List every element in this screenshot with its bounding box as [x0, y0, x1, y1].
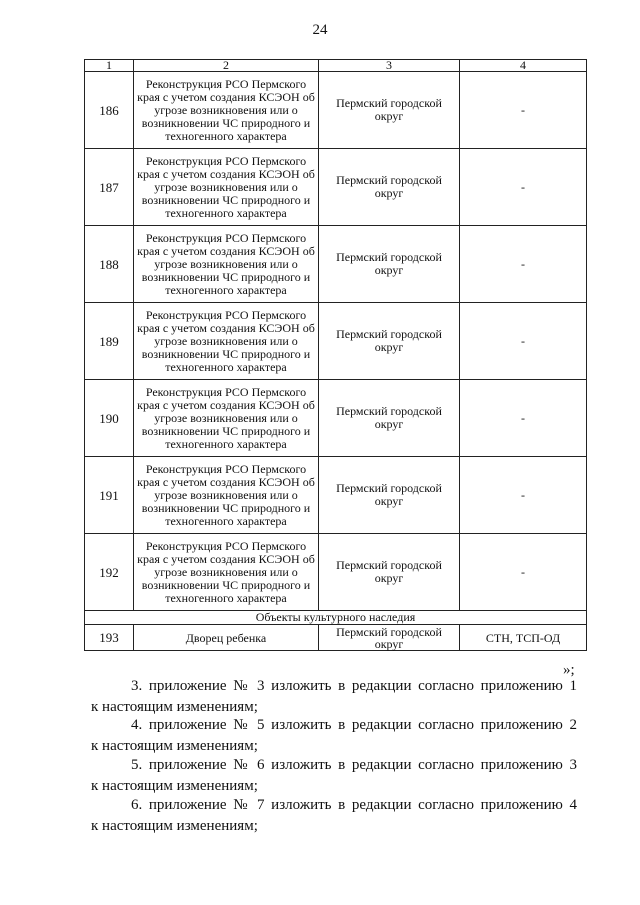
page-number: 24: [312, 22, 328, 38]
objects-table: [84, 59, 587, 651]
table-row: [85, 534, 587, 611]
object-note: -: [460, 226, 587, 303]
object-location: Пермский городской округ: [319, 303, 460, 380]
paragraph-line: к настоящим изменениям;: [91, 738, 258, 754]
object-note: -: [460, 534, 587, 611]
object-note: СТН, ТСП-ОД: [460, 625, 587, 651]
object-note: -: [460, 303, 587, 380]
row-number: 186: [85, 72, 134, 149]
row-number: 193: [85, 625, 134, 651]
object-name: Реконструкция РСО Пермского края с учетом создания КСЭОН об угрозе возникновения или о возникновении ЧС природного и техногенного характера: [134, 457, 319, 534]
table-header-row: [85, 60, 587, 72]
object-note: -: [460, 380, 587, 457]
row-number: 192: [85, 534, 134, 611]
object-location: Пермский городской округ: [319, 534, 460, 611]
section-title: Объекты культурного наследия: [85, 611, 587, 625]
object-name: Дворец ребенка: [134, 625, 319, 651]
paragraph-line: к настоящим изменениям;: [91, 818, 258, 834]
amendment-paragraph: [91, 755, 577, 797]
section-row: [85, 611, 587, 625]
row-number: 189: [85, 303, 134, 380]
object-name: Реконструкция РСО Пермского края с учетом создания КСЭОН об угрозе возникновения или о возникновении ЧС природного и техногенного характера: [134, 72, 319, 149]
object-location: Пермский городской округ: [319, 625, 460, 651]
row-number: 188: [85, 226, 134, 303]
closing-quote: »;: [563, 662, 575, 678]
object-name: Реконструкция РСО Пермского края с учетом создания КСЭОН об угрозе возникновения или о возникновении ЧС природного и техногенного характера: [134, 303, 319, 380]
header-cell: 2: [134, 60, 319, 72]
object-note: -: [460, 72, 587, 149]
paragraph-line: 5. приложение № 6 изложить в редакции согласно приложению 3: [131, 757, 577, 773]
amendment-paragraph: [91, 676, 577, 718]
paragraph-line: 3. приложение № 3 изложить в редакции согласно приложению 1: [131, 678, 577, 694]
table-row: [85, 72, 587, 149]
object-name: Реконструкция РСО Пермского края с учетом создания КСЭОН об угрозе возникновения или о возникновении ЧС природного и техногенного характера: [134, 534, 319, 611]
object-location: Пермский городской округ: [319, 226, 460, 303]
table-row: [85, 149, 587, 226]
table-row: [85, 457, 587, 534]
row-number: 191: [85, 457, 134, 534]
object-name: Реконструкция РСО Пермского края с учетом создания КСЭОН об угрозе возникновения или о возникновении ЧС природного и техногенного характера: [134, 380, 319, 457]
table-row: [85, 380, 587, 457]
row-number: 190: [85, 380, 134, 457]
table-row: [85, 303, 587, 380]
paragraph-line: 4. приложение № 5 изложить в редакции согласно приложению 2: [131, 717, 577, 733]
object-location: Пермский городской округ: [319, 380, 460, 457]
table-row: [85, 625, 587, 651]
object-note: -: [460, 457, 587, 534]
object-location: Пермский городской округ: [319, 72, 460, 149]
object-location: Пермский городской округ: [319, 149, 460, 226]
paragraph-line: к настоящим изменениям;: [91, 778, 258, 794]
header-cell: 4: [460, 60, 587, 72]
amendment-paragraph: [91, 715, 577, 757]
paragraph-line: к настоящим изменениям;: [91, 699, 258, 715]
header-cell: 1: [85, 60, 134, 72]
amendment-paragraph: [91, 795, 577, 837]
object-note: -: [460, 149, 587, 226]
object-location: Пермский городской округ: [319, 457, 460, 534]
row-number: 187: [85, 149, 134, 226]
table-row: [85, 226, 587, 303]
object-name: Реконструкция РСО Пермского края с учетом создания КСЭОН об угрозе возникновения или о возникновении ЧС природного и техногенного характера: [134, 149, 319, 226]
paragraph-line: 6. приложение № 7 изложить в редакции согласно приложению 4: [131, 797, 577, 813]
object-name: Реконструкция РСО Пермского края с учетом создания КСЭОН об угрозе возникновения или о возникновении ЧС природного и техногенного характера: [134, 226, 319, 303]
header-cell: 3: [319, 60, 460, 72]
